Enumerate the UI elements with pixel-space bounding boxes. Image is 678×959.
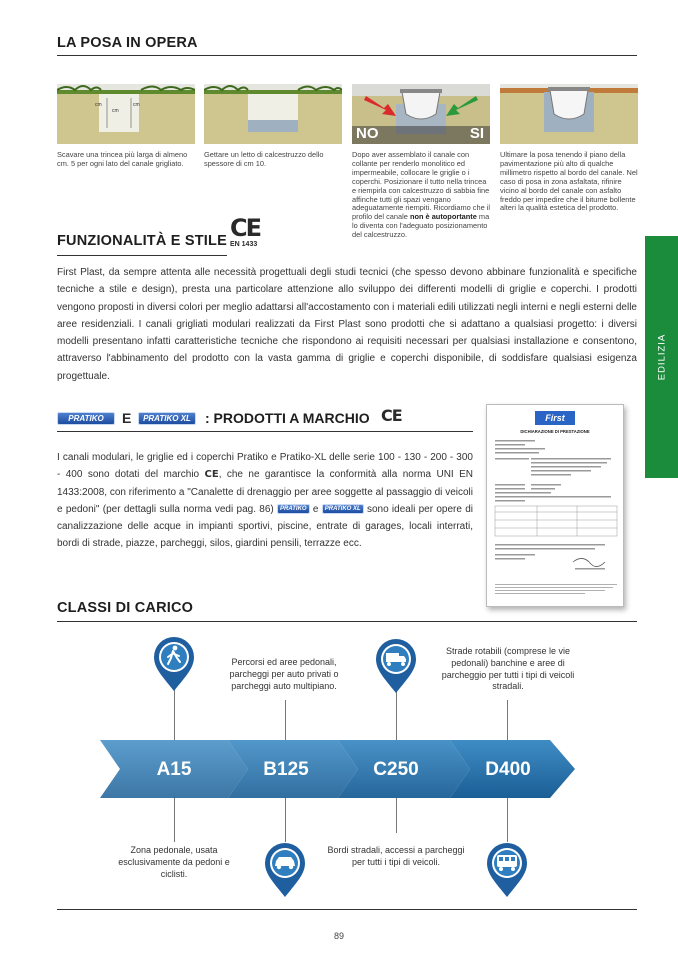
section-title-funzionalita: FUNZIONALITÀ E STILE — [57, 233, 227, 249]
class-label-a15: A15 — [156, 759, 192, 780]
label-si: SI — [469, 125, 484, 142]
side-tab-edilizia: EDILIZIA — [645, 236, 678, 478]
dim-label: cm — [112, 108, 119, 114]
divider — [57, 621, 637, 622]
cert-title: DICHIARAZIONE DI PRESTAZIONE — [520, 429, 590, 434]
divider — [57, 909, 637, 910]
dim-label: cm — [133, 102, 140, 108]
ce-mark-small: CE — [381, 406, 402, 425]
connector-line — [285, 700, 286, 740]
class-label-c250: C250 — [373, 759, 419, 780]
pratiko-xl-logo: PRATIKO XL — [138, 412, 196, 425]
connector-line — [285, 797, 286, 842]
class-desc-a15: Zona pedonale, usata esclusivamente da pedoni e ciclisti. — [118, 845, 230, 879]
ce-mark: CE EN 1433 — [230, 214, 261, 248]
section-title-posa: LA POSA IN OPERA — [57, 35, 198, 51]
posa-image-1 — [57, 84, 195, 144]
class-desc-d400: Strade rotabili (comprese le vie pedonali) banchine e aree di parcheggio per tutti i tipi di veicoli stradali. — [441, 646, 575, 692]
section-title-classi: CLASSI DI CARICO — [57, 600, 194, 616]
pratiko-logo-inline: PRATIKO — [277, 504, 310, 514]
connector-line — [396, 797, 397, 833]
posa-image-2 — [204, 84, 342, 144]
truck-icon — [374, 638, 418, 694]
cert-logo: First — [535, 411, 575, 425]
car-icon — [263, 838, 307, 898]
class-label-b125: B125 — [263, 759, 309, 780]
divider — [57, 55, 637, 56]
posa-image-3 — [352, 84, 490, 144]
posa-image-4 — [500, 84, 638, 144]
funzionalita-body: First Plast, da sempre attenta alle necessità progettuali degli studi tecnici (che spesso devono abbinare funzionalità e specifiche tecniche a stile e design), presta una particolare attenzione allo sviluppo dei differenti modelli di griglie e coperchi. I prodotti vengono proposti in diversi colori per meglio adattarsi all'accostamento con i materiali edili utilizzati negli interni e negli esterni delle aree residenziali. I canali grigliati modulari realizzati da First Plast sono prodotti che si adattano a qualsiasi progetto: i diversi modelli presentano infatti caratteristiche tecniche che rispondono ai requisiti necessari per qualsiasi installazione e consentono, attraverso l'abbinamento del prodotto con la vasta gamma di griglie e coperchi disponibile, di soddisfare qualsiasi esigenza progettuale. — [57, 267, 637, 382]
pedestrian-icon — [152, 636, 196, 692]
section-title-marchio: : PRODOTTI A MARCHIO — [205, 410, 370, 426]
connector-line — [396, 692, 397, 740]
posa-caption-4: Ultimare la posa tenendo il piano della pavimentazione più alto di qualche millimetro rispetto al bordo del canale. Nel caso di posa in zona asfaltata, rifinire vicino al bordo del canale con asfalto freddo per impedire che il bitume bollente alteri la qualità estetica del prodotto. — [500, 150, 638, 213]
class-label-d400: D400 — [485, 759, 531, 780]
conjunction: E — [122, 410, 132, 426]
pratiko-logo: PRATIKO — [57, 412, 115, 425]
connector-line — [507, 797, 508, 842]
label-no: NO — [356, 125, 379, 142]
posa-caption-3: Dopo aver assemblato il canale con collante per renderlo monolitico ed impermeabile, collocare le griglie o i coperchi. Posizionare il tutto nella trincea e riempirla con calcestruzzo di sabbia fine affinche tutti gli spazi vengano adeguatamente riempiti. Ricordiamo che il profilo del canale non è autoportante ma lo diventa con l'adeguato posizionamento del calcestruzzo. — [352, 150, 491, 240]
class-desc-c250: Bordi stradali, accessi a parcheggi per tutti i tipi di veicoli. — [327, 845, 465, 867]
posa-caption-1: Scavare una trincea più larga di almeno cm. 5 per ogni lato del canale grigliato. — [57, 150, 188, 168]
posa-caption-2: Gettare un letto di calcestruzzo dello spessore di cm 10. — [204, 150, 324, 168]
class-desc-b125: Percorsi ed aree pedonali, parcheggi per auto privati o parcheggi auto multipiano. — [229, 657, 339, 691]
bus-icon — [485, 838, 529, 898]
connector-line — [174, 688, 175, 740]
page-number: 89 — [333, 931, 344, 941]
dim-label: cm — [95, 102, 102, 108]
certificate-image — [486, 404, 624, 607]
pratiko-xl-logo-inline: PRATIKO XL — [322, 504, 364, 514]
marchio-body: I canali modulari, le griglie ed i coperchi Pratiko e Pratiko-XL delle serie 100 - 130 - 200 - 300 - 400 sono dotati del marchio CE, che ne garantisce la conformità alla norma UNI EN 1433:2008, con riferimento a "Canalette di drenaggio per aree soggette al passaggio di veicoli e pedoni" (per dettagli sulla norma vedi pag. 86) PRATIKO e PRATIKO XL sono ideali per opere di canalizzazione delle acque in impianti sportivi, piscine, entrate di garages, locali interrati, bordi di strade, piazze, parcheggi, silos, giardini pensili, terrazze ecc. — [57, 452, 473, 550]
divider — [57, 255, 227, 256]
connector-line — [174, 797, 175, 842]
connector-line — [507, 700, 508, 740]
divider — [57, 431, 473, 432]
